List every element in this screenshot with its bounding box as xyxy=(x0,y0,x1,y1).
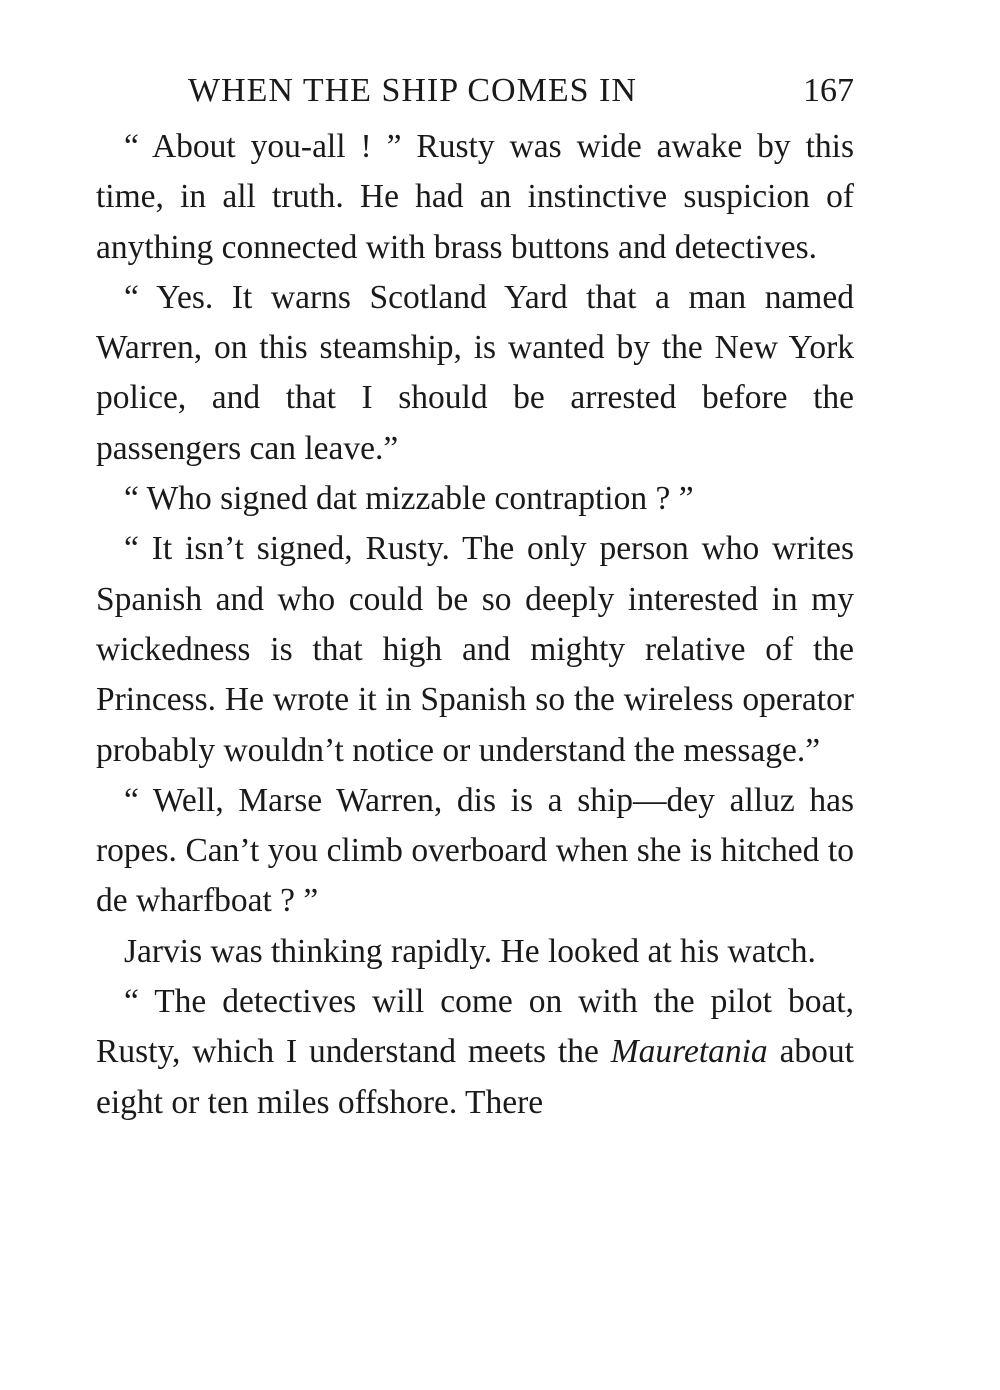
ship-name: Mauretania xyxy=(610,1033,768,1071)
paragraph: “ Well, Marse Warren, dis is a ship—dey alluz has ropes. Can’t you climb overboard when she is hitched to de wharfboat ? ” xyxy=(96,781,854,920)
paragraph-text: “ The detectives will come on with the pilot boat, Rusty, which I understand meets the xyxy=(96,983,854,1071)
paragraph: “ Who signed dat mizzable contraption ? ” xyxy=(124,480,694,518)
paragraph: “ Yes. It warns Scotland Yard that a man named Warren, on this steamship, is wanted by the New York police, and that I should be arrested before the passengers can leave.” xyxy=(96,278,854,467)
book-page xyxy=(96,64,854,1128)
page-number: 167 xyxy=(803,72,854,109)
paragraph: Jarvis was thinking rapidly. He looked at his watch. xyxy=(124,932,816,970)
paragraph: “ About you-all ! ” Rusty was wide awake by this time, in all truth. He had an instinctive suspicion of anything connected with brass buttons and detectives. xyxy=(96,128,854,266)
running-head xyxy=(96,64,854,122)
paragraph: “ It isn’t signed, Rusty. The only person who writes Spanish and who could be so deeply interested in my wickedness is that high and mighty relative of the Princess. He wrote it in Spanish so the wireless operator probably wouldn’t notice or understand the message.” xyxy=(96,530,854,769)
paragraph-text: about eight or ten miles offshore. There xyxy=(96,1033,854,1121)
body-text xyxy=(96,122,854,1128)
paragraph xyxy=(96,977,854,1128)
chapter-title: WHEN THE SHIP COMES IN xyxy=(188,72,637,109)
